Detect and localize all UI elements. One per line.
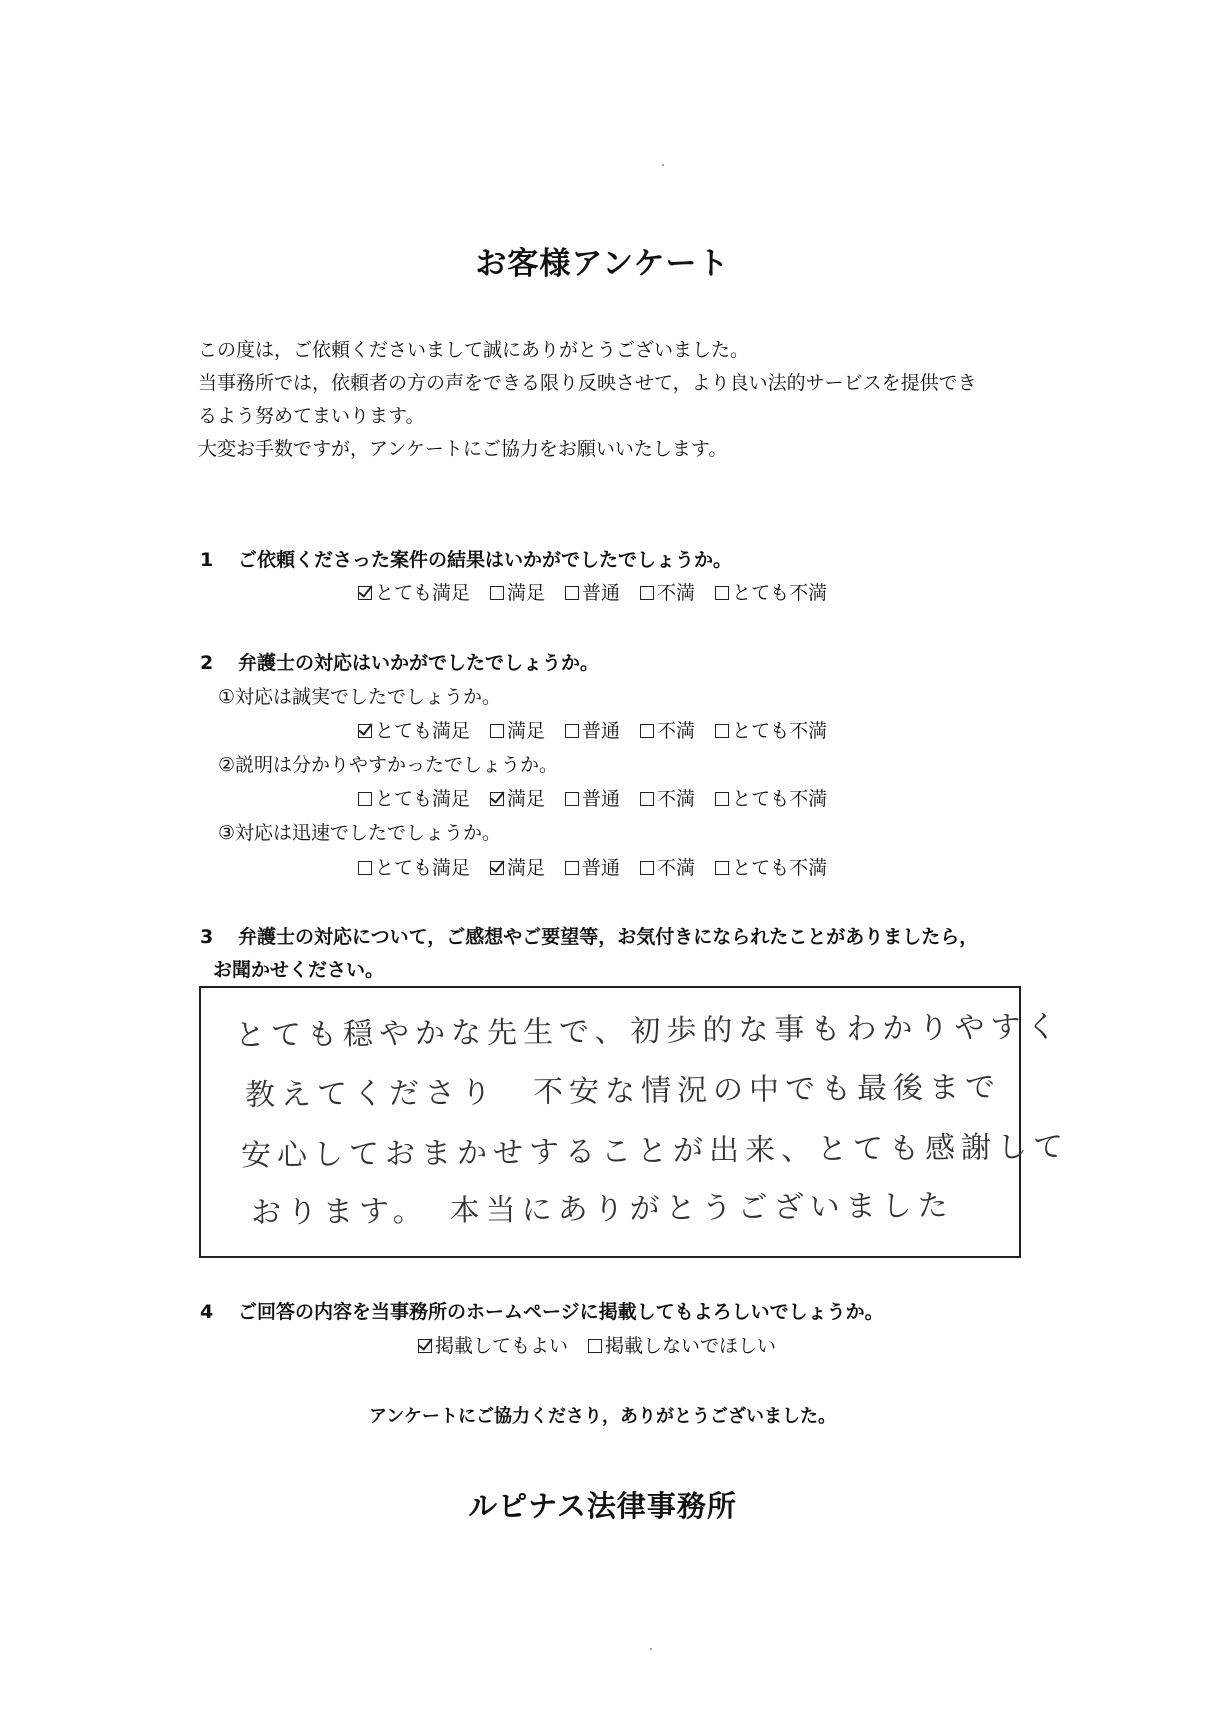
option-very-dissatisfied[interactable]: とても不満	[715, 784, 827, 811]
option-neutral[interactable]: 普通	[565, 716, 620, 743]
checkbox-checked[interactable]	[358, 724, 372, 738]
scan-speck	[662, 164, 664, 166]
option-very-satisfied[interactable]: とても満足	[358, 716, 470, 743]
question-3-continued: お聞かせください。	[213, 959, 385, 981]
option-very-dissatisfied[interactable]: とても不満	[715, 716, 827, 743]
option-very-dissatisfied[interactable]: とても不満	[715, 853, 827, 880]
question-text: ご回答の内容を当事務所のホームページに掲載してもよろしいでしょうか。	[238, 1301, 884, 1323]
sub-question-3: ③対応は迅速でしたでしょうか。	[218, 822, 502, 844]
option-dissatisfied[interactable]: 不満	[640, 716, 695, 743]
option-dissatisfied[interactable]: 不満	[640, 578, 695, 605]
checkbox[interactable]	[640, 861, 654, 875]
option-very-dissatisfied[interactable]: とても不満	[715, 578, 827, 605]
checkbox[interactable]	[640, 724, 654, 738]
checkbox-checked[interactable]	[358, 586, 372, 600]
option-neutral[interactable]: 普通	[565, 578, 620, 605]
checkbox[interactable]	[715, 724, 729, 738]
checkbox[interactable]	[565, 861, 579, 875]
option-satisfied[interactable]: 満足	[490, 853, 545, 880]
closing-message: アンケートにご協力くださり，ありがとうございました。	[369, 1406, 836, 1427]
free-text-answer-box[interactable]	[199, 986, 1070, 1258]
q2-2-options	[358, 784, 847, 811]
checkbox[interactable]	[358, 792, 372, 806]
q1-options	[358, 578, 847, 605]
option-dissatisfied[interactable]: 不満	[640, 784, 695, 811]
option-satisfied[interactable]: 満足	[490, 784, 545, 811]
question-text: 弁護士の対応について，ご感想やご要望等，お気付きになられたことがありましたら，	[238, 926, 979, 948]
question-3	[200, 922, 978, 949]
intro-line: 当事務所では，依頼者の方の声をできる限り反映させて，より良い法的サービスを提供でき	[198, 372, 977, 394]
option-very-satisfied[interactable]: とても満足	[358, 784, 470, 811]
checkbox[interactable]	[490, 586, 504, 600]
question-text: 弁護士の対応はいかがでしたでしょうか。	[238, 652, 600, 674]
page-title: お客様アンケート	[475, 246, 730, 282]
intro-line: るよう努めてまいります。	[198, 405, 425, 427]
checkbox[interactable]	[715, 792, 729, 806]
scan-speck	[650, 1648, 652, 1650]
checkbox[interactable]	[640, 586, 654, 600]
option-dissatisfied[interactable]: 不満	[640, 853, 695, 880]
checkbox[interactable]	[715, 586, 729, 600]
intro-line: この度は，ご依頼くださいまして誠にありがとうございました。	[198, 339, 750, 361]
q4-options	[418, 1331, 796, 1358]
question-number: 2	[200, 652, 214, 674]
intro-line: 大変お手数ですが，アンケートにご協力をお願いいたします。	[198, 438, 728, 460]
option-very-satisfied[interactable]: とても満足	[358, 578, 470, 605]
q2-1-options	[358, 716, 847, 743]
checkbox[interactable]	[588, 1339, 602, 1353]
q2-3-options	[358, 853, 847, 880]
option-neutral[interactable]: 普通	[565, 853, 620, 880]
checkbox-checked[interactable]	[418, 1339, 432, 1353]
option-very-satisfied[interactable]: とても満足	[358, 853, 470, 880]
option-satisfied[interactable]: 満足	[490, 716, 545, 743]
question-text: ご依頼くださった案件の結果はいかがでしたでしょうか。	[238, 549, 733, 571]
question-number: 4	[200, 1301, 214, 1323]
option-satisfied[interactable]: 満足	[490, 578, 545, 605]
question-number: 1	[200, 549, 214, 571]
question-number: 3	[200, 926, 214, 948]
checkbox[interactable]	[565, 586, 579, 600]
handwritten-answer-line: 安心しておまかせすることが出来、とても感謝して	[240, 1129, 1070, 1174]
checkbox-checked[interactable]	[490, 861, 504, 875]
firm-name: ルピナス法律事務所	[468, 1489, 737, 1523]
checkbox[interactable]	[565, 724, 579, 738]
sub-question-1: ①対応は誠実でしたでしょうか。	[218, 686, 502, 708]
checkbox-checked[interactable]	[490, 792, 504, 806]
checkbox[interactable]	[490, 724, 504, 738]
sub-question-2: ②説明は分かりやすかったでしょうか。	[218, 754, 559, 776]
option-neutral[interactable]: 普通	[565, 784, 620, 811]
option-do-not-publish[interactable]: 掲載しないでほしい	[588, 1331, 776, 1358]
question-1	[200, 545, 732, 572]
handwritten-answer-line: とても穏やかな先生で、初歩的な事もわかりやすく	[234, 1009, 1063, 1054]
question-2	[200, 648, 599, 675]
intro-paragraph	[198, 334, 1058, 466]
handwritten-answer-line: おります。 本当にありがとうございました	[250, 1188, 954, 1231]
checkbox[interactable]	[715, 861, 729, 875]
checkbox[interactable]	[565, 792, 579, 806]
question-4	[200, 1297, 884, 1324]
checkbox[interactable]	[640, 792, 654, 806]
option-may-publish[interactable]: 掲載してもよい	[418, 1331, 568, 1358]
handwritten-answer-line: 教えてくださり 不安な情況の中でも最後まで	[244, 1070, 1002, 1113]
checkbox[interactable]	[358, 861, 372, 875]
